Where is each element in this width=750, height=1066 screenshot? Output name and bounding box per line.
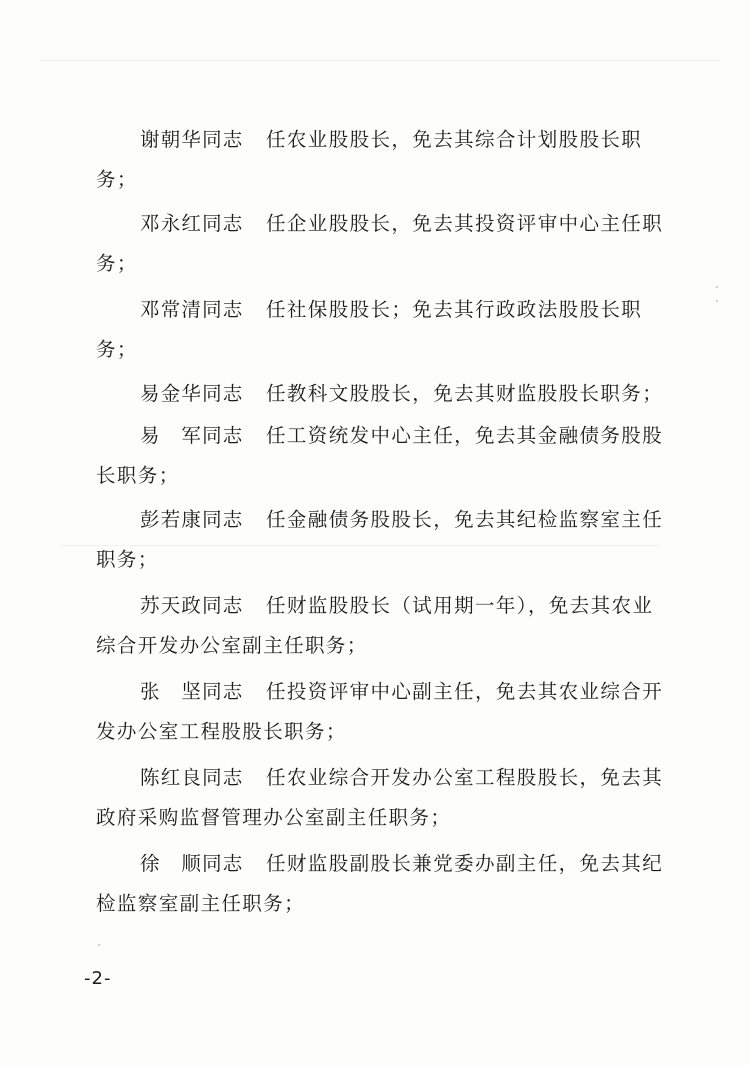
entry-5-name: 彭若康同志 — [140, 508, 244, 531]
entry-5-text: 任金融债务股股长，免去其纪检监察室主任 — [266, 508, 664, 531]
scan-speck — [716, 300, 718, 302]
entry-8-first-line — [140, 766, 663, 790]
entry-0-cont-line — [96, 168, 138, 192]
entry-1-first-line — [140, 212, 663, 236]
entry-5-cont: 职务； — [96, 548, 159, 571]
entry-9-cont: 检监察室副主任职务； — [96, 892, 306, 915]
entry-7-cont: 发办公室工程股股长职务； — [96, 720, 347, 743]
entry-4-name: 易 军同志 — [140, 424, 244, 447]
entry-6-cont-line — [96, 634, 368, 658]
entry-2-cont: 务； — [96, 338, 138, 361]
scan-speck — [98, 944, 100, 946]
entry-6-name: 苏天政同志 — [140, 594, 244, 617]
entry-1-text: 任企业股股长，免去其投资评审中心主任职 — [266, 212, 664, 235]
entry-8-cont-line — [96, 806, 451, 830]
entry-0-name: 谢朝华同志 — [140, 128, 244, 151]
entry-2-first-line — [140, 298, 642, 322]
entry-7-first-line — [140, 680, 663, 704]
page-number: -2- — [84, 968, 112, 989]
entry-7-cont-line — [96, 720, 347, 744]
entry-0-text: 任农业股股长，免去其综合计划股股长职 — [266, 128, 643, 151]
entry-7-text: 任投资评审中心副主任，免去其农业综合开 — [266, 680, 664, 703]
entry-6-first-line — [140, 594, 653, 618]
entry-2-text: 任社保股股长；免去其行政政法股股长职 — [266, 298, 643, 321]
entry-9-text: 任财监股副股长兼党委办副主任，免去其纪 — [266, 852, 664, 875]
entry-9-cont-line — [96, 892, 305, 916]
entry-8-text: 任农业综合开发办公室工程股股长，免去其 — [266, 766, 664, 789]
entry-2-cont-line — [96, 338, 138, 362]
entry-1-cont: 务； — [96, 252, 138, 275]
entry-7-name: 张 坚同志 — [140, 680, 244, 703]
entry-1-cont-line — [96, 252, 138, 276]
entry-0-cont: 务； — [96, 168, 138, 191]
entry-6-cont: 综合开发办公室副主任职务； — [96, 634, 368, 657]
entry-2-name: 邓常清同志 — [140, 298, 244, 321]
entry-4-cont-line — [96, 464, 180, 488]
entry-5-first-line — [140, 508, 663, 532]
entry-3-name: 易金华同志 — [140, 382, 244, 405]
scan-speck — [716, 286, 718, 288]
entry-4-cont: 长职务； — [96, 464, 180, 487]
entry-6-text: 任财监股股长（试用期一年），免去其农业 — [266, 594, 654, 617]
entry-5-cont-line — [96, 548, 159, 572]
entry-4-text: 任工资统发中心主任，免去其金融债务股股 — [266, 424, 664, 447]
entry-3-first-line — [140, 382, 663, 406]
entry-9-name: 徐 顺同志 — [140, 852, 244, 875]
entry-0-first-line — [140, 128, 642, 152]
entry-8-cont: 政府采购监督管理办公室副主任职务； — [96, 806, 452, 829]
entry-9-first-line — [140, 852, 663, 876]
entry-8-name: 陈红良同志 — [140, 766, 244, 789]
entry-3-text: 任教科文股股长，免去其财监股股长职务； — [266, 382, 664, 405]
entry-1-name: 邓永红同志 — [140, 212, 244, 235]
entry-4-first-line — [140, 424, 663, 448]
